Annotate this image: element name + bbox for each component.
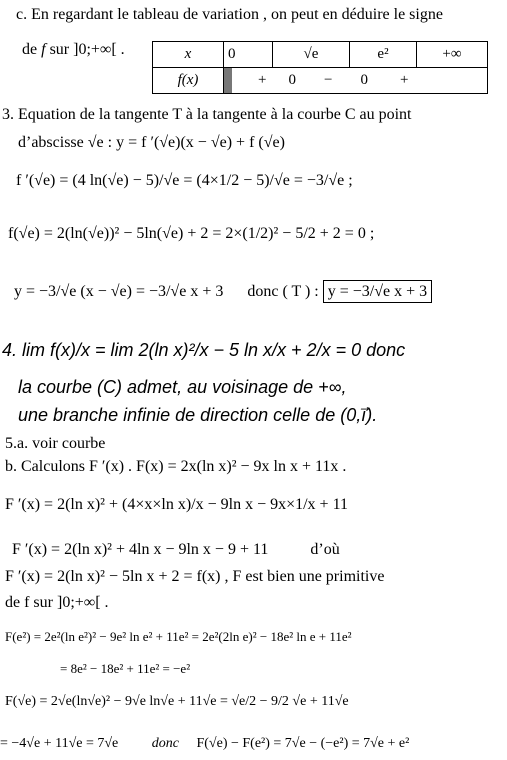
sign: 0 xyxy=(288,72,296,88)
part5b-line3 xyxy=(12,541,340,559)
part3-line5 xyxy=(14,283,432,301)
part3-donc: donc ( T ) : xyxy=(247,283,319,300)
tangent-result-box: y = −3/√e x + 3 xyxy=(323,280,432,303)
part5b-donc: donc xyxy=(151,736,179,751)
part3-line4: f(√e) = 2(ln(√e))² − 5ln(√e) + 2 = 2×(1/2)² − 5/2 + 2 = 0 ; xyxy=(8,225,375,242)
sign: 0 xyxy=(360,72,368,88)
part5b-line1: b. Calculons F ′(x) . F(x) = 2x(ln x)² − 9x ln x + 11x . xyxy=(5,458,347,475)
part5b-line5: de f sur ]0;+∞[ . xyxy=(5,594,109,611)
part-c-interval: ]0;+∞[ . xyxy=(73,41,125,58)
table-cell: f(x) xyxy=(153,68,224,94)
part5b-line9 xyxy=(0,736,409,751)
f-sqrt-e-value: = −4√e + 11√e = 7√e xyxy=(0,736,119,751)
part5b-line6: F(e²) = 2e²(ln e²)² − 9e² ln e² + 11e² = 2e²(2ln e)² − 18e² ln e + 11e² xyxy=(5,629,352,644)
tangent-equation: y = −3/√e (x − √e) = −3/√e x + 3 xyxy=(14,283,224,300)
final-difference: F(√e) − F(e²) = 7√e − (−e²) = 7√e + e² xyxy=(196,736,410,751)
part5b-line8: F(√e) = 2√e(ln√e)² − 9√e ln√e + 11√e = √e/2 − 9/2 √e + 11√e xyxy=(5,694,349,709)
table-cell: √e xyxy=(273,42,350,68)
part4-line1: 4. lim f(x)/x = lim 2(ln x)²/x − 5 ln x/x + 2/x = 0 donc xyxy=(2,340,406,360)
table-cell: e² xyxy=(350,42,417,68)
table-cell: +∞ xyxy=(417,42,488,68)
variation-table xyxy=(152,41,488,94)
part5b-line2: F ′(x) = 2(ln x)² + (4×x×ln x)/x − 9ln x − 9x×1/x + 11 xyxy=(5,496,348,513)
part4-line3: une branche infinie de direction celle de (0,i⃗). xyxy=(18,405,378,425)
table-cell-signs xyxy=(224,68,488,94)
forbidden-zone xyxy=(224,68,232,93)
part5b-line4: F ′(x) = 2(ln x)² − 5ln x + 2 = f(x) , F est bien une primitive xyxy=(5,568,385,585)
sign: − xyxy=(323,72,333,88)
table-row-x xyxy=(153,42,488,68)
part-c-line1: c. En regardant le tableau de variation , on peut en déduire le signe xyxy=(16,6,443,23)
derivative-simplified: F ′(x) = 2(ln x)² + 4ln x − 9ln x − 9 + 11 xyxy=(12,541,269,558)
sign: + xyxy=(399,72,409,88)
part3-line1: 3. Equation de la tangente T à la tangente à la courbe C au point xyxy=(2,106,412,123)
table-cell: x xyxy=(153,42,224,68)
part5b-dou: d’où xyxy=(310,541,340,558)
table-cell: 0 xyxy=(224,42,273,68)
part-c-sur: sur xyxy=(49,41,70,58)
part-c-f: f xyxy=(41,41,46,58)
part-c-line2 xyxy=(22,41,125,59)
sign: + xyxy=(258,72,267,88)
table-row-fx xyxy=(153,68,488,94)
part5b-line7: = 8e² − 18e² + 11e² = −e² xyxy=(60,661,191,676)
part-c-de: de xyxy=(22,41,38,58)
part4-line2: la courbe (C) admet, au voisinage de +∞, xyxy=(18,377,347,397)
part3-line3: f ′(√e) = (4 ln(√e) − 5)/√e = (4×1/2 − 5)/√e = −3/√e ; xyxy=(16,172,353,189)
part3-line2: d’abscisse √e : y = f ′(√e)(x − √e) + f (√e) xyxy=(18,134,285,151)
part5a: 5.a. voir courbe xyxy=(5,435,106,452)
